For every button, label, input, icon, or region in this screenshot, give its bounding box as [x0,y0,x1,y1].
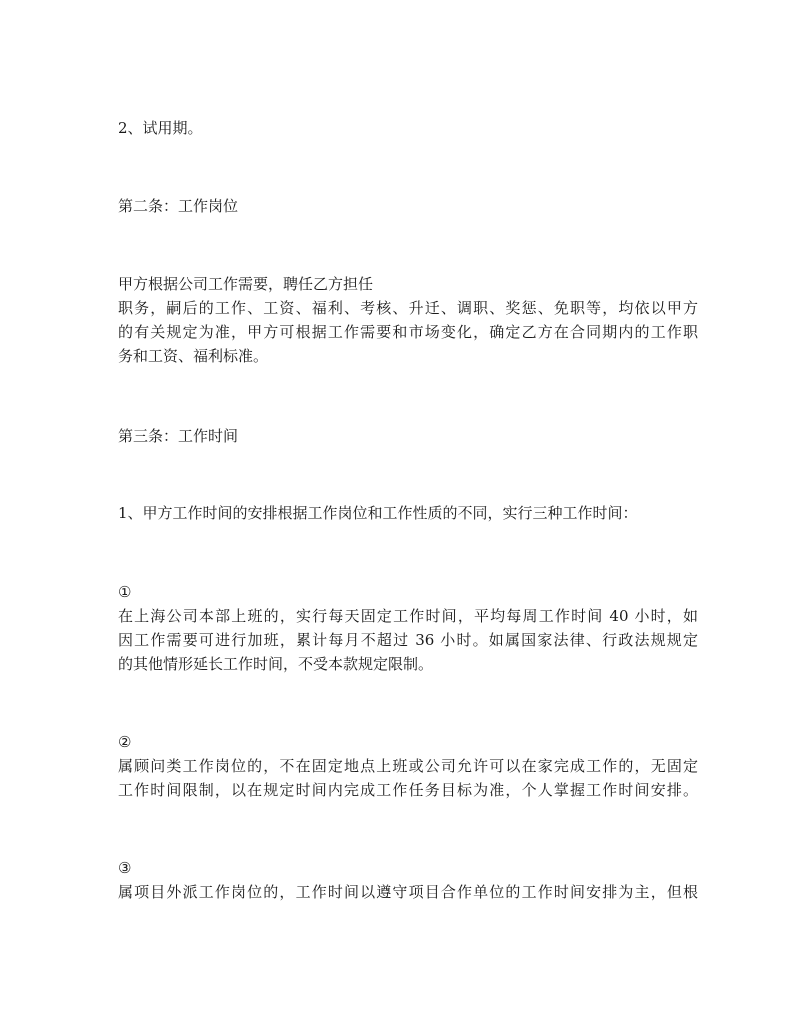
clause-2-line-2: 工作时间限制，以在规定时间内完成工作任务目标为准，个人掌握工作时间安排。 [118,781,698,799]
item-probation: 2、试用期。 [118,119,203,137]
clause-1-line-1: 在上海公司本部上班的，实行每天固定工作时间，平均每周工作时间 40 小时，如 [118,607,698,625]
article-2-line-2: 职务，嗣后的工作、工资、福利、考核、升迁、调职、奖惩、免职等，均依以甲方 [118,299,698,317]
article-3-heading: 第三条：工作时间 [118,427,239,445]
clause-1-line-3: 的其他情形延长工作时间，不受本款规定限制。 [118,655,434,673]
article-2-line-3: 的有关规定为准，甲方可根据工作需要和市场变化，确定乙方在合同期内的工作职 [118,323,698,341]
article-2-heading: 第二条：工作岗位 [118,197,239,215]
article-3-item-1: 1、甲方工作时间的安排根据工作岗位和工作性质的不同，实行三种工作时间： [118,504,638,522]
clause-3-line-1: 属项目外派工作岗位的，工作时间以遵守项目合作单位的工作时间安排为主，但根 [118,883,698,901]
clause-3-marker: ③ [118,859,132,877]
article-2-line-4: 务和工资、福利标准。 [118,347,269,365]
clause-1-marker: ① [118,583,132,601]
clause-2-line-1: 属顾问类工作岗位的，不在固定地点上班或公司允许可以在家完成工作的，无固定 [118,757,698,775]
article-2-line-1: 甲方根据公司工作需要，聘任乙方担任 [118,275,374,293]
clause-2-marker: ② [118,733,132,751]
clause-1-line-2: 因工作需要可进行加班，累计每月不超过 36 小时。如属国家法律、行政法规规定 [118,631,698,649]
